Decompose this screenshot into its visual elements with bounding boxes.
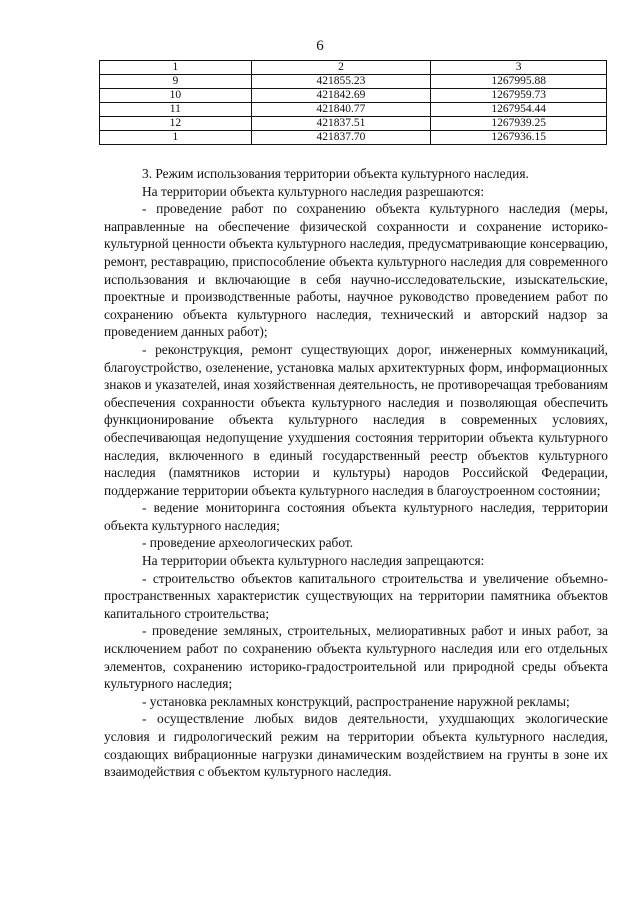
paragraph-prohibited-item: - строительство объектов капитального строительства и увеличение объемно-пространственных характеристик существующих на территории памятника объектов капитального строительства; bbox=[104, 570, 608, 621]
table-row bbox=[100, 103, 607, 117]
paragraph-allowed-item: - проведение работ по сохранению объекта культурного наследия (меры, направленные на обеспечение физической сохранности и сохранение историко-культурной ценности объекта культурного наследия, предусматривающие консервацию, ремонт, реставрацию, приспособление объекта культурного наследия для современного использования и включающие в себя научно-исследовательские, изыскательские, проектные и производственные работы, научное руководство проведением работ по сохранению объекта культурного наследия, технический и авторский надзор за проведением данных работ); bbox=[104, 201, 608, 340]
paragraph-allowed-item: - ведение мониторинга состояния объекта культурного наследия, территории объекта культурного наследия; bbox=[104, 500, 608, 533]
table-cell: 421840.77 bbox=[251, 103, 431, 117]
paragraph-prohibited-intro: На территории объекта культурного наследия запрещаются: bbox=[142, 553, 485, 569]
table-header-row bbox=[100, 61, 607, 75]
column-header: 3 bbox=[431, 61, 607, 75]
paragraph-prohibited-item: - установка рекламных конструкций, распространение наружной рекламы; bbox=[142, 693, 570, 709]
table-row bbox=[100, 75, 607, 89]
table-cell: 11 bbox=[100, 103, 252, 117]
table-cell: 421837.70 bbox=[251, 131, 431, 145]
paragraph-allowed-item: - проведение археологических работ. bbox=[142, 535, 354, 551]
coordinates-table bbox=[99, 60, 607, 145]
column-header: 2 bbox=[251, 61, 431, 75]
column-header: 1 bbox=[100, 61, 252, 75]
table-cell: 421855.23 bbox=[251, 75, 431, 89]
paragraph-allowed-item: - реконструкция, ремонт существующих дорог, инженерных коммуникаций, благоустройство, озеленение, установка малых архитектурных форм, информационных знаков и указателей, иная хозяйственная деятельность, не противоречащая требованиям обеспечения сохранности объекта культурного наследия и позволяющая обеспечить функционирование объекта культурного наследия в современных условиях, обеспечивающая недопущение ухудшения состояния территории объекта культурного наследия, включенного в единый государственный реестр объектов культурного наследия (памятников истории и культуры) народов Российской Федерации, поддержание территории объекта культурного наследия в благоустроенном состоянии; bbox=[104, 341, 608, 498]
paragraph-prohibited-item: - осуществление любых видов деятельности, ухудшающих экологические условия и гидрологический режим на территории объекта культурного наследия, создающих вибрационные нагрузки динамическим воздействием на грунты в зоне их взаимодействия с объектом культурного наследия. bbox=[104, 711, 608, 780]
table-cell: 12 bbox=[100, 117, 252, 131]
table-cell: 1267954.44 bbox=[431, 103, 607, 117]
table-cell: 9 bbox=[100, 75, 252, 89]
table-cell: 1267939.25 bbox=[431, 117, 607, 131]
table-cell: 1267959.73 bbox=[431, 89, 607, 103]
page-number: 6 bbox=[316, 38, 324, 54]
table-cell: 1267995.88 bbox=[431, 75, 607, 89]
section-heading: 3. Режим использования территории объекта культурного наследия. bbox=[142, 166, 529, 181]
table-cell: 10 bbox=[100, 89, 252, 103]
paragraph-prohibited-item: - проведение земляных, строительных, мелиоративных работ и иных работ, за исключением работ по сохранению объекта культурного наследия или его отдельных элементов, сохранению историко-градостроительной или природной среды объекта культурного наследия; bbox=[104, 623, 608, 692]
table-cell: 421837.51 bbox=[251, 117, 431, 131]
table-row bbox=[100, 89, 607, 103]
table-cell: 421842.69 bbox=[251, 89, 431, 103]
paragraph-allowed-intro: На территории объекта культурного наследия разрешаются: bbox=[142, 183, 485, 199]
table-row bbox=[100, 117, 607, 131]
body-text bbox=[104, 165, 608, 781]
table-row bbox=[100, 131, 607, 145]
table-cell: 1 bbox=[100, 131, 252, 145]
table-cell: 1267936.15 bbox=[431, 131, 607, 145]
